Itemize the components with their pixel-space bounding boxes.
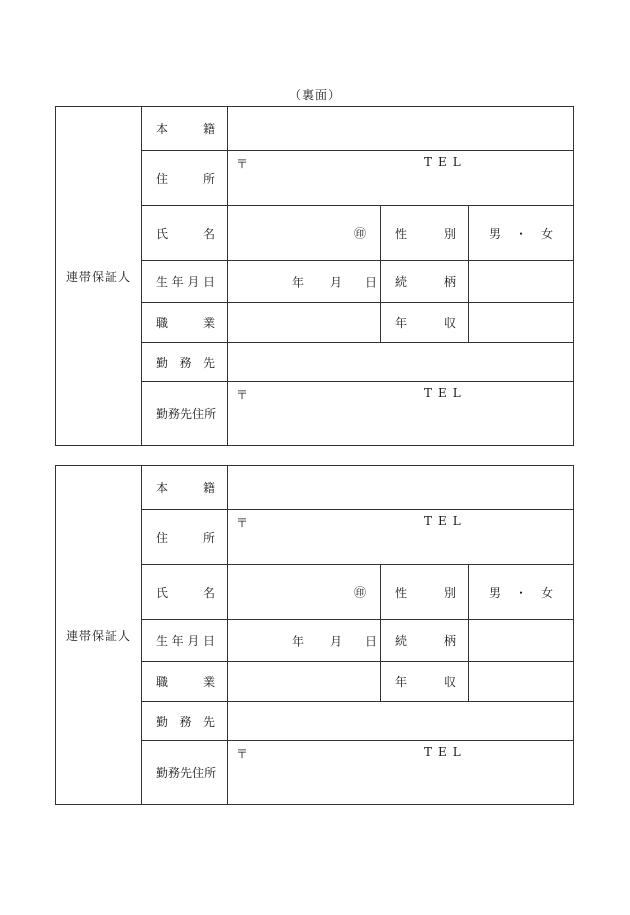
postal-mark: 〒 — [236, 157, 249, 171]
address-field[interactable] — [228, 510, 574, 565]
label-workplace-address: 勤 務 先 住 所 — [142, 382, 228, 446]
label-occupation: 職 業 — [142, 303, 228, 343]
label-address: 住 所 — [142, 151, 228, 206]
gender-female-option[interactable]: 女 — [541, 226, 554, 241]
label-relationship: 続 柄 — [381, 261, 469, 303]
occupation-field[interactable] — [228, 303, 381, 343]
tel-label: TEL — [424, 155, 467, 169]
income-field[interactable] — [469, 303, 574, 343]
gender-female-option[interactable]: 女 — [541, 585, 554, 600]
gender-field[interactable] — [469, 565, 574, 620]
label-income: 年 収 — [381, 662, 469, 702]
page-title: （裏面） — [288, 88, 341, 102]
label-address: 住 所 — [142, 510, 228, 565]
label-honseki: 本 籍 — [142, 466, 228, 510]
name-field[interactable] — [228, 565, 381, 620]
gender-separator: ・ — [515, 226, 528, 241]
seal-mark: ㊞ — [353, 226, 366, 241]
label-income: 年 収 — [381, 303, 469, 343]
gender-field[interactable] — [469, 206, 574, 261]
guarantor-form-1 — [55, 106, 574, 446]
gender-male-option[interactable]: 男 — [488, 585, 501, 600]
birthdate-field[interactable] — [228, 261, 381, 303]
label-workplace: 勤 務 先 — [142, 702, 228, 741]
label-gender: 性 別 — [381, 206, 469, 261]
guarantor-form-2 — [55, 465, 574, 805]
honseki-field[interactable] — [228, 466, 574, 510]
relationship-field[interactable] — [469, 261, 574, 303]
label-honseki: 本 籍 — [142, 107, 228, 151]
occupation-field[interactable] — [228, 662, 381, 702]
postal-mark: 〒 — [236, 516, 249, 530]
label-occupation: 職 業 — [142, 662, 228, 702]
day-unit: 日 — [365, 275, 378, 289]
label-workplace-address: 勤 務 先 住 所 — [142, 741, 228, 805]
tel-label: TEL — [424, 386, 467, 400]
workplace-field[interactable] — [228, 702, 574, 741]
postal-mark: 〒 — [236, 747, 249, 761]
seal-mark: ㊞ — [353, 585, 366, 600]
postal-mark: 〒 — [236, 388, 249, 402]
year-unit: 年 — [292, 275, 305, 289]
label-name: 氏 名 — [142, 206, 228, 261]
guarantor-role-label: 連帯保証人 — [56, 466, 142, 805]
guarantor-role-label: 連帯保証人 — [56, 107, 142, 446]
workplace-address-field[interactable] — [228, 741, 574, 805]
gender-separator: ・ — [515, 585, 528, 600]
workplace-field[interactable] — [228, 343, 574, 382]
workplace-address-field[interactable] — [228, 382, 574, 446]
birthdate-field[interactable] — [228, 620, 381, 662]
label-relationship: 続 柄 — [381, 620, 469, 662]
tel-label: TEL — [424, 745, 467, 759]
year-unit: 年 — [292, 634, 305, 648]
gender-male-option[interactable]: 男 — [488, 226, 501, 241]
label-birthdate: 生 年 月 日 — [142, 261, 228, 303]
label-name: 氏 名 — [142, 565, 228, 620]
address-field[interactable] — [228, 151, 574, 206]
month-unit: 月 — [330, 634, 343, 648]
label-gender: 性 別 — [381, 565, 469, 620]
day-unit: 日 — [365, 634, 378, 648]
month-unit: 月 — [330, 275, 343, 289]
label-birthdate: 生 年 月 日 — [142, 620, 228, 662]
income-field[interactable] — [469, 662, 574, 702]
label-workplace: 勤 務 先 — [142, 343, 228, 382]
honseki-field[interactable] — [228, 107, 574, 151]
relationship-field[interactable] — [469, 620, 574, 662]
tel-label: TEL — [424, 514, 467, 528]
name-field[interactable] — [228, 206, 381, 261]
